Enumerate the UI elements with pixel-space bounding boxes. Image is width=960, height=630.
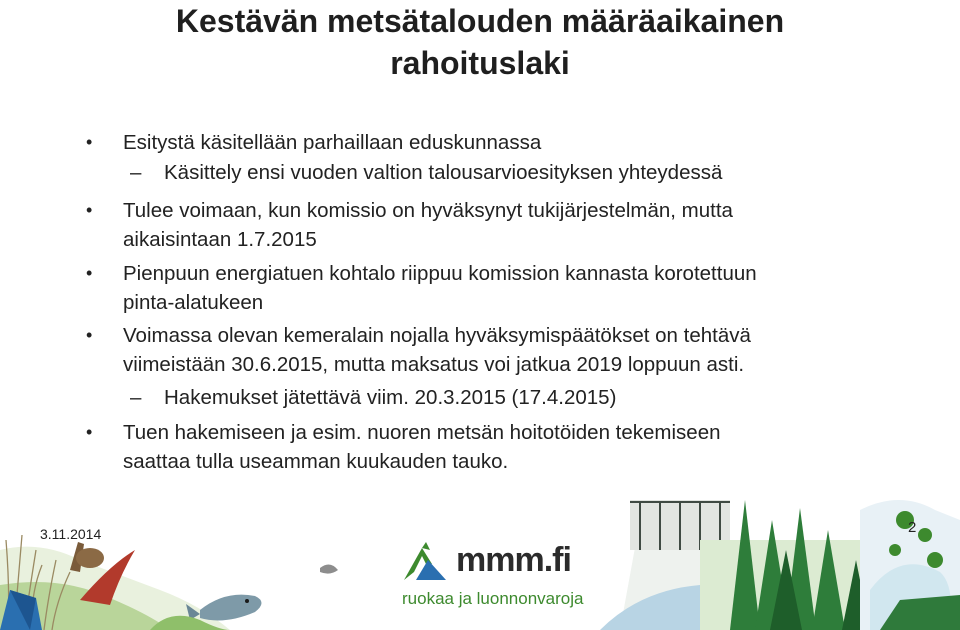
right-landscape-art bbox=[600, 500, 960, 630]
logo-slogan: ruokaa ja luonnonvaroja bbox=[402, 589, 584, 608]
bullet-text: Pienpuun energiatuen kohtalo riippuu komission kannasta korotettuun bbox=[123, 262, 757, 285]
slide-date: 3.11.2014 bbox=[40, 526, 102, 542]
bullet-text: saattaa tulla useamman kuukauden tauko. bbox=[123, 450, 509, 473]
bullet-text: Esitystä käsitellään parhaillaan eduskunnassa bbox=[123, 131, 542, 154]
page-number: 2 bbox=[908, 519, 917, 536]
slide-title bbox=[20, 0, 940, 84]
bullet-text: Tuen hakemiseen ja esim. nuoren metsän hoitotöiden tekemiseen bbox=[123, 421, 721, 444]
bullet-text: Tulee voimaan, kun komissio on hyväksynyt tukijärjestelmän, mutta bbox=[123, 199, 733, 222]
logo-name: mmm.fi bbox=[456, 541, 571, 579]
left-landscape-art bbox=[0, 535, 338, 630]
mountain-logo-icon bbox=[402, 542, 448, 582]
slide-title-line-1: Kestävän metsätalouden määräaikainen bbox=[175, 3, 785, 39]
slide-title-line-2: rahoituslaki bbox=[390, 45, 570, 81]
bullet-text: viimeistään 30.6.2015, mutta maksatus voi jatkua 2019 loppuun asti. bbox=[123, 353, 745, 376]
ministry-logo bbox=[402, 538, 582, 618]
bullet-dot-icon: • bbox=[86, 263, 93, 283]
sub-bullet-text: Hakemukset jätettävä viim. 20.3.2015 (17.4.2015) bbox=[164, 386, 617, 409]
sub-bullet-text: Käsittely ensi vuoden valtion talousarvioesityksen yhteydessä bbox=[164, 161, 723, 184]
bullet-text: pinta-alatukeen bbox=[123, 291, 264, 314]
bullet-dot-icon: • bbox=[86, 200, 93, 220]
bullet-text: aikaisintaan 1.7.2015 bbox=[123, 228, 317, 251]
bullet-dot-icon: • bbox=[86, 132, 93, 152]
dash-icon: – bbox=[130, 161, 142, 184]
bullet-text: Voimassa olevan kemeralain nojalla hyväksymispäätökset on tehtävä bbox=[123, 324, 751, 347]
bullet-dot-icon: • bbox=[86, 325, 93, 345]
bullet-dot-icon: • bbox=[86, 422, 93, 442]
dash-icon: – bbox=[130, 386, 142, 409]
